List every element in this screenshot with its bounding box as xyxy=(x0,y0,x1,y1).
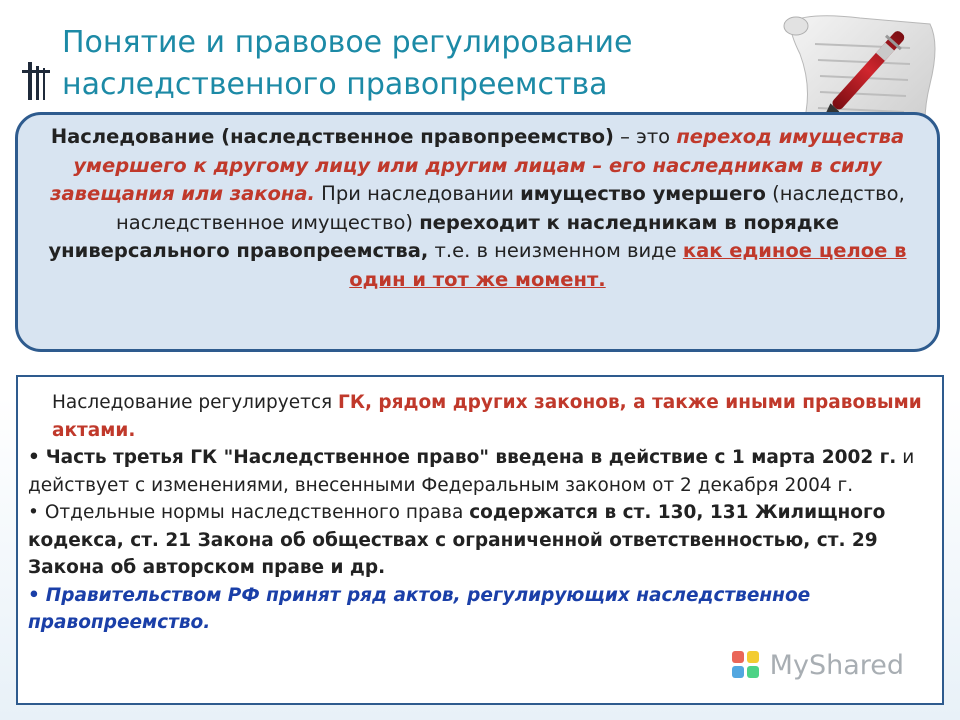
definition-plain-3: т.е. в неизменном виде xyxy=(428,239,683,262)
bullet-2-plain: Отдельные нормы наследственного права xyxy=(44,502,470,523)
definition-single-whole: как единое целое в один и тот же момент. xyxy=(349,239,907,291)
slide-title xyxy=(62,22,762,106)
regulation-bullet-2 xyxy=(28,499,934,582)
regulation-intro-plain: Наследование регулируется xyxy=(52,392,339,413)
bullet-3-government-acts: Правительством РФ принят ряд актов, регулирующих наследственное правопреемство. xyxy=(28,584,811,633)
watermark-text: MyShared xyxy=(769,650,904,682)
definition-term: Наследование (наследственное правопреемство) xyxy=(50,125,614,148)
regulation-intro-sources: ГК, рядом других законов, а также иными правовыми актами. xyxy=(52,392,922,441)
watermark-logo-icon xyxy=(732,651,762,681)
definition-box xyxy=(15,112,940,352)
bullet-1-marker: • xyxy=(28,447,40,468)
regulation-box xyxy=(16,375,944,705)
regulation-intro xyxy=(28,389,934,444)
bullet-1-civil-code: Часть третья ГК "Наследственное право" введена в действие с 1 марта 2002 г. xyxy=(45,447,897,468)
definition-succession-order: переходит к наследникам в порядке универсального правопреемства, xyxy=(48,210,839,262)
bullet-3-marker: • xyxy=(28,584,40,606)
bullet-1-amendments: и действует с изменениями, внесенными Федеральным законом от 2 декабря 2004 г. xyxy=(28,447,915,496)
definition-dash: – это xyxy=(613,125,677,148)
definition-estate-term: имущество умершего xyxy=(520,182,766,205)
bullet-2-articles: содержатся в ст. 130, 131 Жилищного кодекса, ст. 21 Закона об обществах с ограниченной ответственностью, ст. 29 Закона об авторском праве и др. xyxy=(28,502,886,578)
bullet-2-marker: • xyxy=(28,502,39,523)
definition-plain-2: (наследство, наследственное имущество) xyxy=(116,182,905,234)
regulation-bullet-1 xyxy=(28,444,934,499)
title-line-1: Понятие и правовое регулирование xyxy=(62,25,633,60)
regulation-bullet-3 xyxy=(28,582,934,637)
definition-transfer-text: переход имущества умершего к другому лицу или другим лицам – его наследникам в силу завещания или закона. xyxy=(50,125,905,205)
watermark xyxy=(732,651,904,681)
title-line-2: наследственного правопреемства xyxy=(62,67,608,102)
definition-plain-1: При наследовании xyxy=(314,182,521,205)
corner-decoration xyxy=(22,62,52,102)
